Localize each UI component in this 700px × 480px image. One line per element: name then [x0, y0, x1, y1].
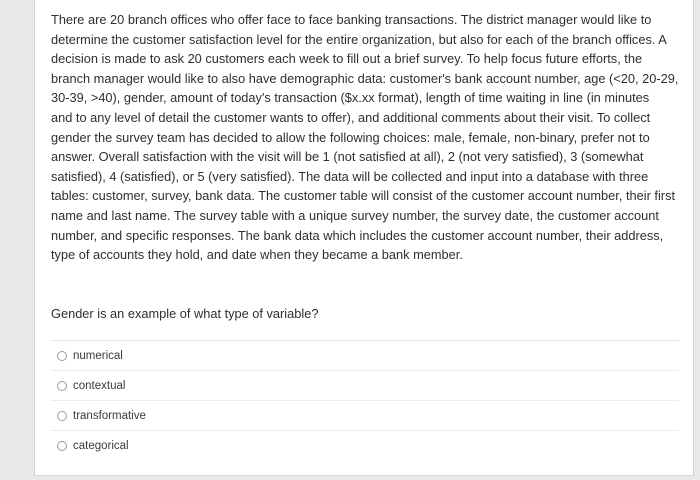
option-label: categorical: [73, 439, 129, 452]
option-numerical[interactable]: [51, 340, 679, 370]
option-transformative[interactable]: [51, 400, 679, 430]
radio-button-icon[interactable]: [57, 411, 67, 421]
option-label: contextual: [73, 379, 126, 392]
question-card: [34, 0, 694, 476]
option-contextual[interactable]: [51, 370, 679, 400]
option-label: transformative: [73, 409, 146, 422]
question-prompt: Gender is an example of what type of variable?: [51, 306, 319, 321]
answer-options: [51, 340, 679, 460]
option-label: numerical: [73, 349, 123, 362]
option-categorical[interactable]: [51, 430, 679, 460]
radio-button-icon[interactable]: [57, 351, 67, 361]
question-passage: There are 20 branch offices who offer face to face banking transactions. The district manager would like to determine the customer satisfaction level for the entire organization, but also for each of the branch offices. A decision is made to ask 20 customers each week to fill out a brief survey. To help focus future efforts, the branch manager would like to also have demographic data: customer's bank account number, age (<20, 20-29, 30-39, >40), gender, amount of today's transaction ($x.xx format), length of time waiting in line (in minutes and to any level of detail the customer wants to offer), and additional comments about their visit. To collect gender the survey team has decided to allow the following choices: male, female, non-binary, prefer not to answer. Overall satisfaction with the visit will be 1 (not satisfied at all), 2 (not very satisfied), 3 (somewhat satisfied), 4 (satisfied), or 5 (very satisfied). The data will be collected and input into a database with three tables: customer, survey, bank data. The customer table will consist of the customer account number, their first name and last name. The survey table with a unique survey number, the survey date, the customer account number, and specific responses. The bank data which includes the customer account number, their address, type of accounts they hold, and date when they became a bank member.: [51, 12, 679, 263]
radio-button-icon[interactable]: [57, 381, 67, 391]
radio-button-icon[interactable]: [57, 441, 67, 451]
